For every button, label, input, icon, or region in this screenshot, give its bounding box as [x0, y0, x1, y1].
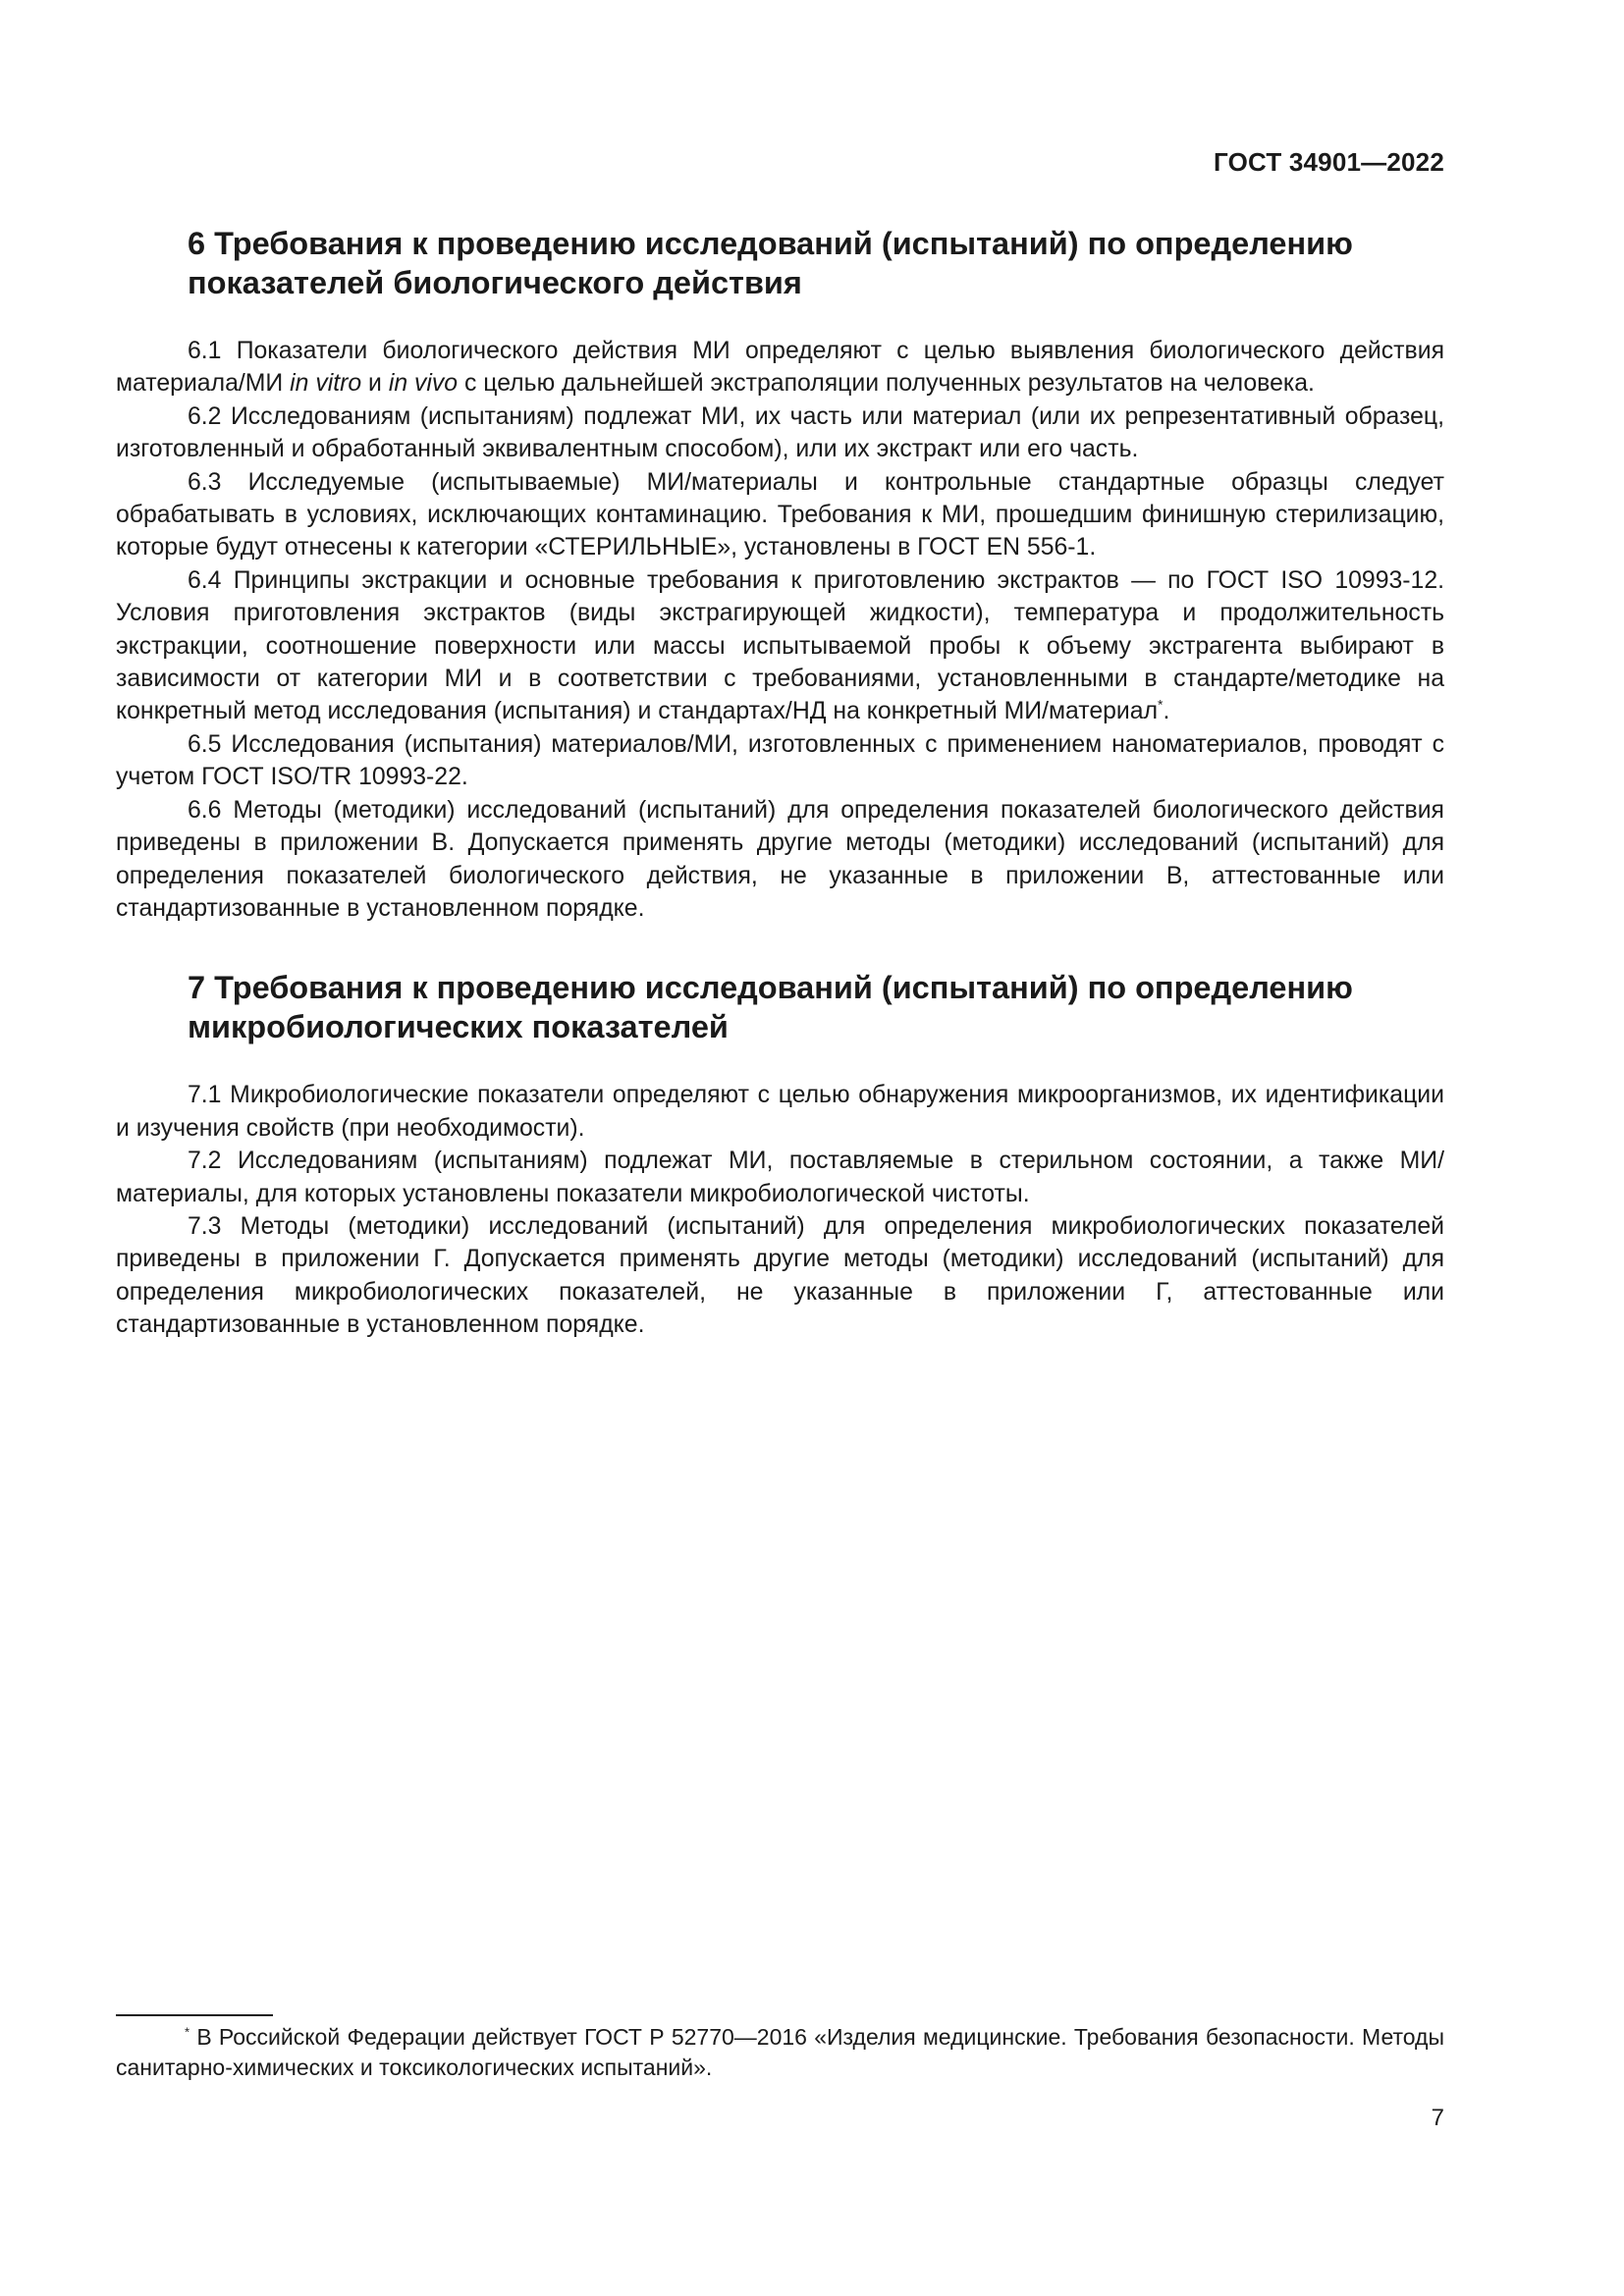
paragraph-7-3: 7.3 Методы (методики) исследований (испытаний) для определения микробиологических показателей приведены в приложении Г. Допускается применять другие методы (методики) исследований (испытаний) для определения микробиологических показателей, не указанные в приложении Г, аттестованные или стандартизованные в установленном порядке. [116, 1212, 1444, 1339]
paragraph-6-1-text-end: с целью дальнейшей экстраполяции полученных результатов на человека. [458, 370, 1315, 398]
footnote-divider [116, 2014, 273, 2016]
paragraph-6-4-end: . [1163, 698, 1170, 725]
paragraph-6-5: 6.5 Исследования (испытания) материалов/МИ, изготовленных с применением наноматериалов, проводят с учетом ГОСТ ISO/TR 10993-22. [116, 730, 1444, 791]
paragraph-7-2: 7.2 Исследованиям (испытаниям) подлежат МИ, поставляемые в стерильном состоянии, а также МИ/материалы, для которых установлены показатели микробиологической чистоты. [116, 1148, 1444, 1207]
footnote-reference-mark[interactable]: * [1158, 697, 1164, 714]
paragraph-7-1: 7.1 Микробиологические показатели определяют с целью обнаружения микроорганизмов, их идентификации и изучения свойств (при необходимости). [116, 1082, 1444, 1142]
paragraph-6-6: 6.6 Методы (методики) исследований (испытаний) для определения показателей биологического действия приведены в приложении В. Допускается применять другие методы (методики) исследований (испытаний) для определения показателей биологического действия, не указанные в приложении В, аттестованные или стандартизованные в установленном порядке. [116, 796, 1444, 922]
in-vivo-term: in vivo [388, 370, 459, 398]
paragraph-6-1 [116, 335, 1444, 400]
section-6-heading: 6 Требования к проведению исследований (испытаний) по определению показателей биологического действия [188, 226, 1353, 300]
document-code-header: ГОСТ 34901—2022 [1214, 147, 1444, 177]
paragraph-6-4-text: 6.4 Принципы экстракции и основные требования к приготовлению экстрактов — по ГОСТ ISO 10993-12. Условия приготовления экстрактов (виды экстрагирующей жидкости), температура и продолжительность экстракции, соотношение поверхности или массы испытываемой пробы к объему экстрагента выбирают в зависимости от категории МИ и в соответствии с требованиями, установленными в стандарте/методике на конкретный метод исследования (испытания) и стандартах/НД на конкретный МИ/материал [116, 566, 1444, 725]
footnote-text: В Российской Федерации действует ГОСТ Р 52770—2016 «Изделия медицинские. Требования безопасности. Методы санитарно-химических и токсикологических испытаний». [116, 2024, 1444, 2080]
section-7-heading: 7 Требования к проведению исследований (испытаний) по определению микробиологических показателей [188, 970, 1353, 1045]
footnote [116, 2022, 1444, 2083]
paragraph-6-4 [116, 564, 1444, 728]
conjunction: и [361, 370, 389, 398]
section-7 [116, 968, 1444, 1341]
document-body [116, 224, 1444, 1385]
footnote-mark: * [185, 2024, 190, 2040]
paragraph-6-2: 6.2 Исследованиям (испытаниям) подлежат МИ, их часть или материал (или их репрезентативный образец, изготовленный и обработанный эквивалентным способом), или их экстракт или его часть. [116, 402, 1444, 463]
paragraph-6-3: 6.3 Исследуемые (испытываемые) МИ/материалы и контрольные стандартные образцы следует обрабатывать в условиях, исключающих контаминацию. Требования к МИ, прошедшим финишную стерилизацию, которые будут отнесены к категории «СТЕРИЛЬНЫЕ», установлены в ГОСТ EN 556-1. [116, 468, 1444, 561]
in-vitro-term: in vitro [290, 370, 362, 398]
section-6 [116, 224, 1444, 925]
paragraph-6-1-text: 6.1 Показатели биологического действия МИ определяют с целью выявления биологического действия материала/МИ [116, 338, 1444, 398]
page-number: 7 [1431, 2105, 1444, 2131]
